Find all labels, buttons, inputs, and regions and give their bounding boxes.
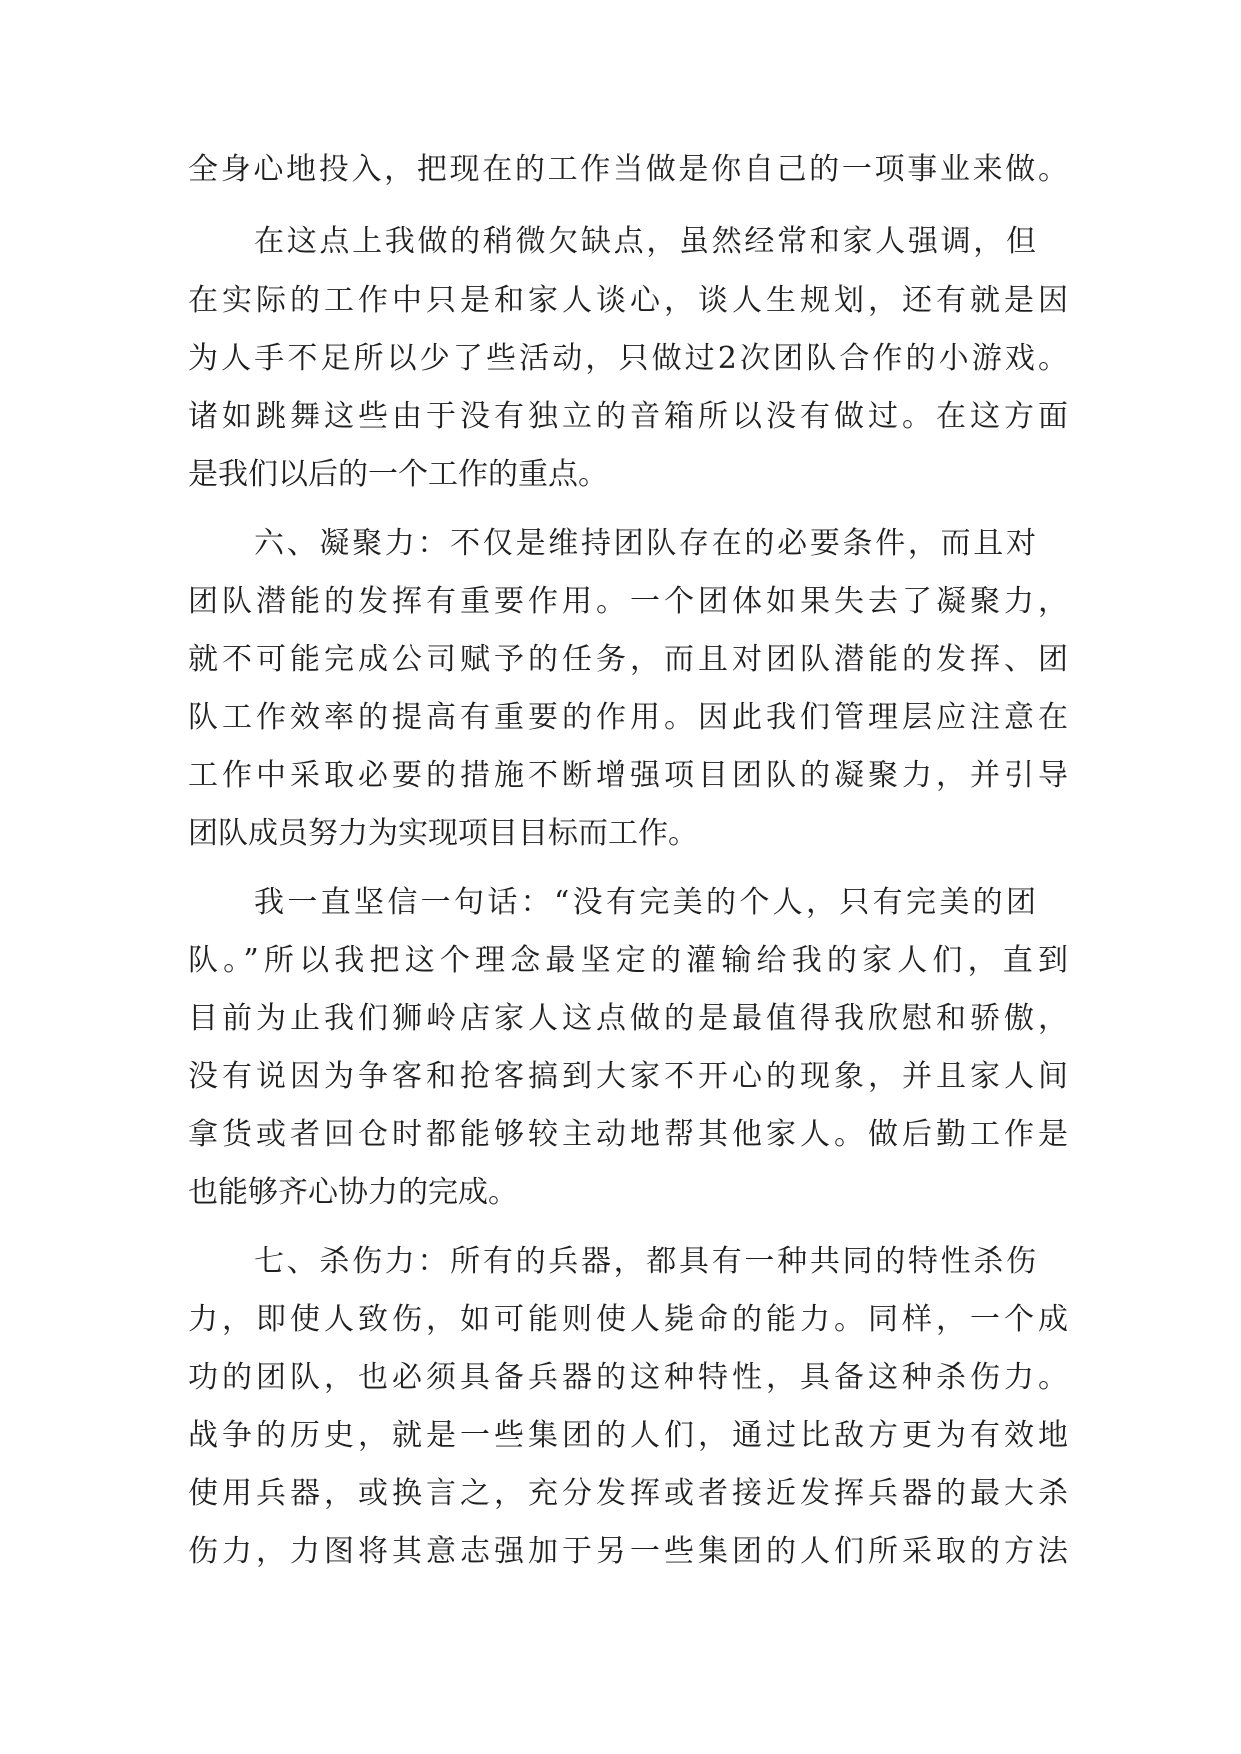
text-line: 功的团队，也必须具备兵器的这种特性，具备这种杀伤力。 (188, 1360, 1068, 1395)
text-line: 在实际的工作中只是和家人谈心，谈人生规划，还有就是因 (188, 283, 1068, 318)
paragraph-first-line: 我一直坚信一句话：“没有完美的个人，只有完美的团 (254, 885, 1036, 920)
text-line: 工作中采取必要的措施不断增强项目团队的凝聚力，并引导 (188, 758, 1068, 793)
text-line: 为人手不足所以少了些活动，只做过2次团队合作的小游戏。 (188, 341, 1068, 376)
text-line: 拿货或者回仓时都能够较主动地帮其他家人。做后勤工作是 (188, 1117, 1068, 1152)
text-line: 队。”所以我把这个理念最坚定的灌输给我的家人们，直到 (188, 943, 1068, 978)
text-line: 力，即使人致伤，如可能则使人毙命的能力。同样，一个成 (188, 1302, 1068, 1337)
paragraph-first-line: 在这点上我做的稍微欠缺点，虽然经常和家人强调，但 (254, 224, 1036, 259)
text-line: 使用兵器，或换言之，充分发挥或者接近发挥兵器的最大杀 (188, 1476, 1068, 1511)
text-line: 是我们以后的一个工作的重点。 (188, 457, 608, 492)
text-line: 团队潜能的发挥有重要作用。一个团体如果失去了凝聚力， (188, 584, 1068, 619)
text-line: 也能够齐心协力的完成。 (188, 1175, 518, 1210)
text-line: 队工作效率的提高有重要的作用。因此我们管理层应注意在 (188, 700, 1068, 735)
text-line: 战争的历史，就是一些集团的人们，通过比敌方更为有效地 (188, 1418, 1068, 1453)
text-line: 全身心地投入，把现在的工作当做是你自己的一项事业来做。 (188, 152, 1068, 187)
text-line: 目前为止我们狮岭店家人这点做的是最值得我欣慰和骄傲， (188, 1001, 1068, 1036)
paragraph-first-line: 七、杀伤力：所有的兵器，都具有一种共同的特性杀伤 (254, 1244, 1036, 1279)
text-line: 就不可能完成公司赋予的任务，而且对团队潜能的发挥、团 (188, 642, 1068, 677)
text-line: 团队成员努力为实现项目目标而工作。 (188, 816, 698, 851)
text-line: 伤力，力图将其意志强加于另一些集团的人们所采取的方法 (188, 1534, 1068, 1569)
paragraph-first-line: 六、凝聚力：不仅是维持团队存在的必要条件，而且对 (254, 526, 1036, 561)
text-line: 没有说因为争客和抢客搞到大家不开心的现象，并且家人间 (188, 1059, 1068, 1094)
text-line: 诸如跳舞这些由于没有独立的音箱所以没有做过。在这方面 (188, 399, 1068, 434)
